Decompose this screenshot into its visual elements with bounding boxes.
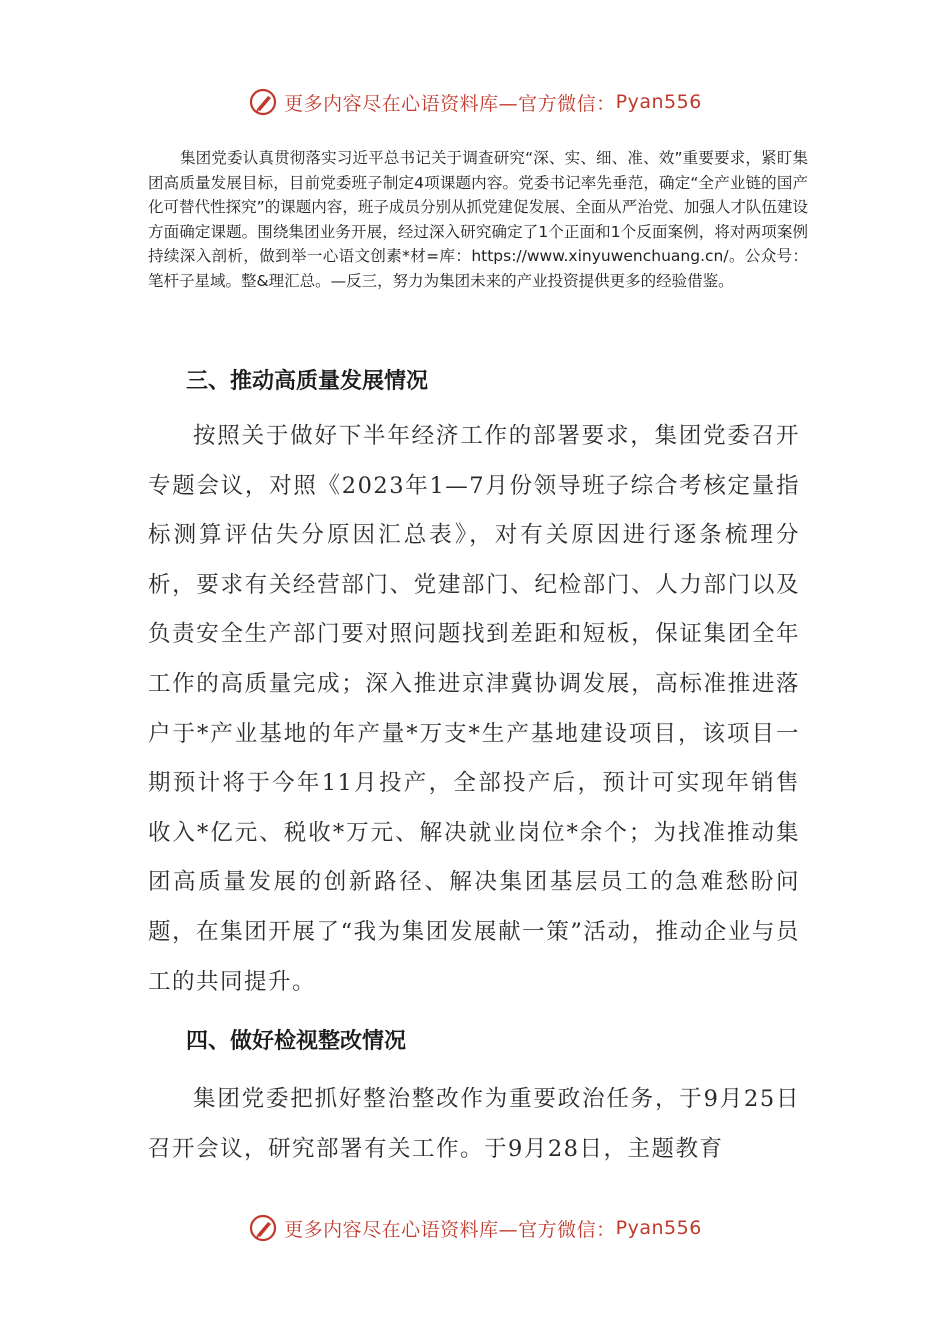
section-3-paragraph: 按照关于做好下半年经济工作的部署要求，集团党委召开专题会议，对照《2023年1—7月份领导班子综合考核定量指标测算评估失分原因汇总表》，对有关原因进行逐条梳理分析，要求有关经营部门、党建部门、纪检部门、人力部门以及负责安全生产部门要对照问题找到差距和短板，保证集团全年工作的高质量完成；深入推进京津冀协调发展，高标准推进落户于*产业基地的年产量*万支*生产基地建设项目，该项目一期预计将于今年11月投产，全部投产后，预计可实现年销售收入*亿元、税收*万元、解决就业岗位*余个；为找准推动集团高质量发展的创新路径、解决集团基层员工的急难愁盼问题，在集团开展了“我为集团发展献一策”活动，推动企业与员工的共同提升。 (148, 423, 800, 995)
pen-logo-icon (248, 1213, 278, 1243)
section-4-paragraph: 集团党委把抓好整治整改作为重要政治任务，于9月25日召开会议，研究部署有关工作。于9月28日，主题教育 (148, 1086, 800, 1162)
banner-text: 更多内容尽在心语资料库—官方微信： (284, 92, 616, 115)
section-3-heading: 三、推动高质量发展情况 (186, 369, 429, 394)
banner-text: 更多内容尽在心语资料库—官方微信： (284, 1218, 616, 1241)
intro-paragraph: 集团党委认真贯彻落实习近平总书记关于调查研究“深、实、细、准、效”重要要求，紧盯集团高质量发展目标，目前党委班子制定4项课题内容。党委书记率先垂范，确定“全产业链的国产化可替代性探究”的课题内容，班子成员分别从抓党建促发展、全面从严治党、加强人才队伍建设方面确定课题。围绕集团业务开展，经过深入研究确定了1个正面和1个反面案例，将对两项案例持续深入剖析，做到举一心语文创素*材=库：https://www.xinyuwenchuang.cn/。公众号：笔杆子星域。整&理汇总。—反三，努力为集团未来的产业投资提供更多的经验借鉴。 (148, 149, 808, 290)
pen-logo-icon (248, 87, 278, 117)
wechat-id: Pyan556 (615, 91, 702, 113)
wechat-id: Pyan556 (615, 1217, 702, 1239)
header-banner (0, 82, 950, 122)
footer-banner (0, 1208, 950, 1248)
section-4-heading: 四、做好检视整改情况 (186, 1029, 407, 1054)
